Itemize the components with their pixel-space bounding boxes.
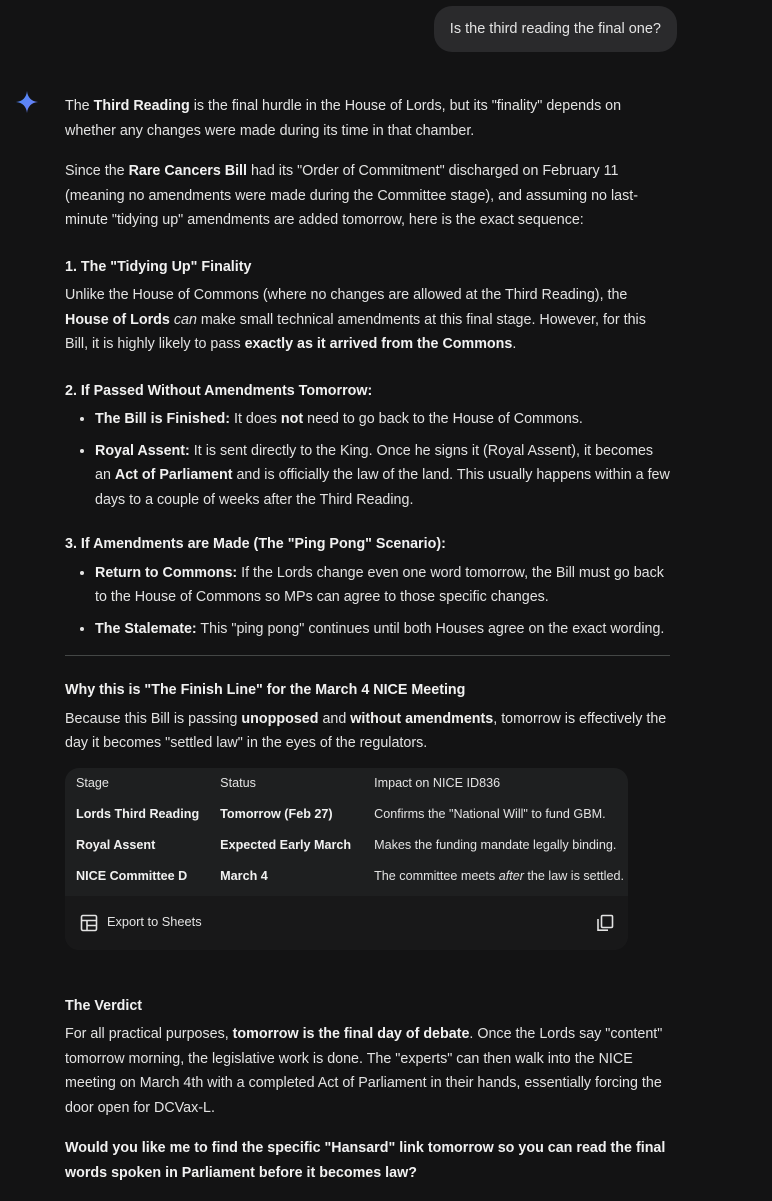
finish-line-text: Because this Bill is passing unopposed and without amendments, tomorrow is effectively the day it becomes "settled law" in the eyes of the regulators. [65, 710, 667, 751]
timeline-table [65, 768, 628, 892]
cell-stage: Lords Third Reading [76, 806, 200, 821]
section-heading-ping-pong: 3. If Amendments are Made (The "Ping Pong" Scenario): [65, 536, 446, 552]
table-header-row [65, 768, 628, 799]
list-item: • The Stalemate: This "ping pong" continues until both Houses agree on the exact wording. [95, 617, 670, 642]
section-tidying-up-text: Unlike the House of Commons (where no changes are allowed at the Third Reading), the House of Lords can make small technical amendments at this final stage. However, for this Bill, it is highly likely to pass exactly as it arrived from the Commons. [65, 287, 646, 352]
user-message-bubble [434, 6, 677, 52]
export-to-sheets-label: Export to Sheets [107, 914, 202, 930]
list-item: • Royal Assent: It is sent directly to the King. Once he signs it (Royal Assent), it becomes an Act of Parliament and is officially the law of the land. This usually happens within a few days to a couple of weeks after the Third Reading. [95, 439, 670, 513]
table-footer [65, 896, 628, 950]
table-row [65, 830, 628, 861]
list-without-amendments [65, 407, 670, 512]
cell-status: Tomorrow (Feb 27) [220, 806, 333, 821]
cell-impact: Makes the funding mandate legally binding. [374, 837, 617, 852]
list-item: • The Bill is Finished: It does not need to go back to the House of Commons. [95, 407, 670, 432]
export-to-sheets-button[interactable] [80, 896, 202, 950]
sheets-table-icon [80, 914, 98, 932]
table-row [65, 799, 628, 830]
user-message-text: Is the third reading the final one? [449, 21, 661, 37]
copy-icon[interactable] [596, 914, 614, 932]
section-heading-finish-line: Why this is "The Finish Line" for the March 4 NICE Meeting [65, 682, 466, 698]
cell-impact: Confirms the "National Will" to fund GBM. [374, 806, 606, 821]
cell-stage: NICE Committee D [76, 868, 188, 883]
cell-status: March 4 [220, 868, 268, 883]
column-header-stage: Stage [76, 775, 109, 790]
section-heading-without-amendments: 2. If Passed Without Amendments Tomorrow: [65, 382, 373, 399]
table-row [65, 861, 628, 892]
section-heading-verdict: The Verdict [65, 997, 143, 1014]
cell-stage: Royal Assent [76, 837, 156, 852]
verdict-text: For all practical purposes, tomorrow is the final day of debate. Once the Lords say "content" tomorrow morning, the legislative work is done. The "experts" can then walk into the NICE meeting on March 4th with a completed Act of Parliament in their hands, essentially forcing the door open for DCVax-L. [65, 1026, 663, 1116]
closing-question: Would you like me to find the specific "Hansard" link tomorrow so you can read the final words spoken in Parliament before it becomes law? [65, 1140, 666, 1181]
intro-paragraph-2: Since the Rare Cancers Bill had its "Order of Commitment" discharged on February 11 (meaning no amendments were made during the Committee stage), and assuming no last-minute "tidying up" amendments are added tomorrow, here is the exact sequence: [65, 163, 638, 228]
timeline-table-card [65, 768, 628, 950]
section-heading-tidying-up: 1. The "Tidying Up" Finality [65, 258, 252, 275]
column-header-impact: Impact on NICE ID836 [374, 775, 501, 790]
gemini-sparkle-icon [15, 90, 39, 114]
list-ping-pong [65, 561, 670, 642]
column-header-status: Status [220, 775, 256, 790]
assistant-response [65, 94, 670, 1201]
cell-status: Expected Early March [220, 837, 352, 852]
section-divider [65, 655, 670, 656]
list-item: • Return to Commons: If the Lords change even one word tomorrow, the Bill must go back to the House of Commons so MPs can agree to those specific changes. [95, 561, 670, 610]
intro-paragraph-1: The Third Reading is the final hurdle in the House of Lords, but its "finality" depends on whether any changes were made during its time in that chamber. [65, 98, 622, 139]
cell-impact: The committee meets after the law is settled. [374, 868, 624, 883]
